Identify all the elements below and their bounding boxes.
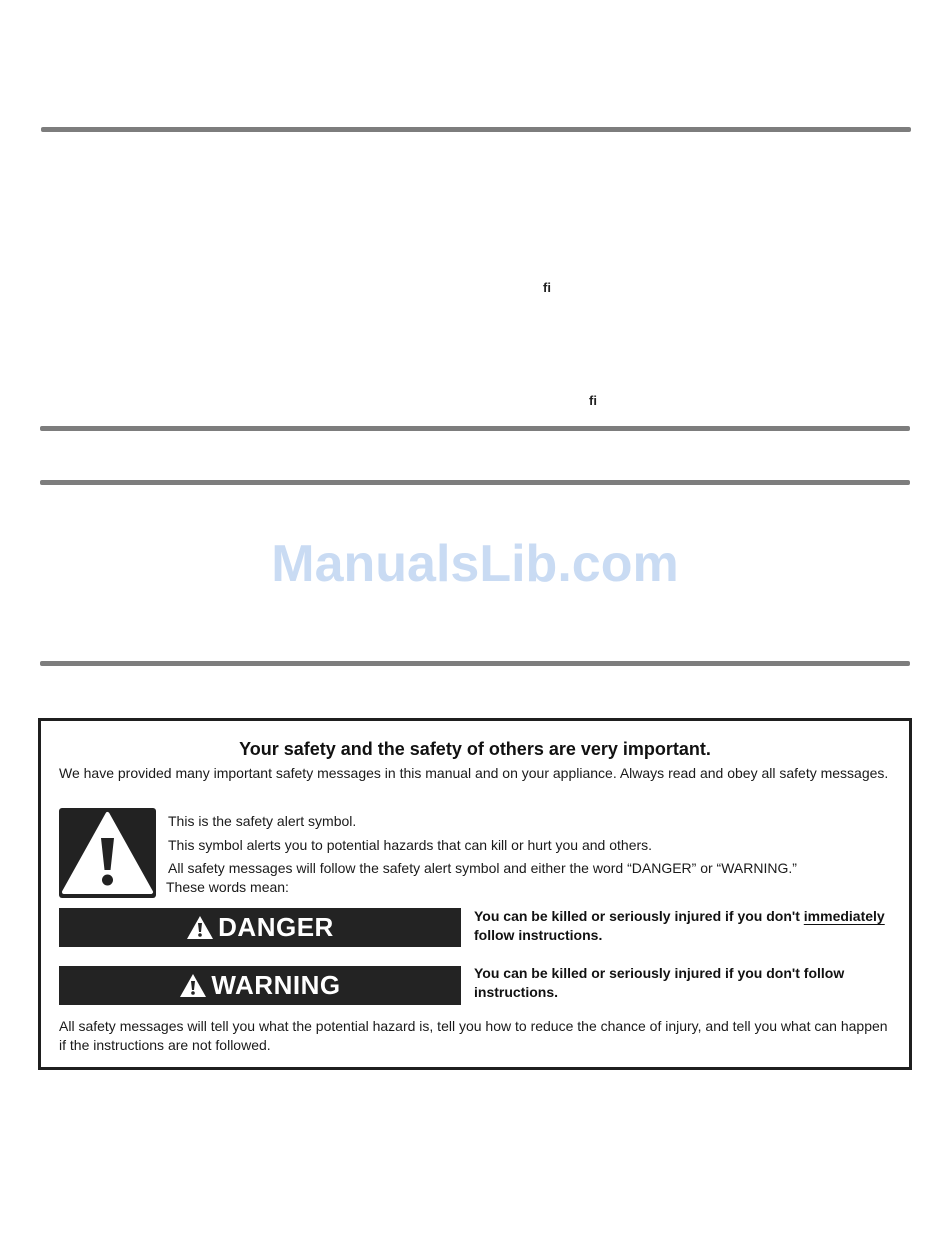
danger-description — [474, 907, 904, 945]
danger-desc-part1: You can be killed or seriously injured if you don't — [474, 908, 804, 924]
warning-description: You can be killed or seriously injured if you don't follow instructions. — [474, 965, 845, 1000]
safety-title: Your safety and the safety of others are very important. — [239, 739, 711, 759]
safety-footer: All safety messages will tell you what the potential hazard is, tell you how to reduce the chance of injury, and tell you what can happen if the instructions are not followed. — [59, 1018, 888, 1053]
safety-notice-box — [38, 718, 912, 1070]
warning-label: WARNING — [211, 970, 341, 1000]
warning-bar — [59, 966, 461, 1005]
symbol-line-4: These words mean: — [166, 879, 289, 895]
danger-bar — [59, 908, 461, 947]
danger-desc-part2: follow instructions. — [474, 927, 603, 943]
watermark: ManualsLib.com — [271, 535, 679, 593]
danger-desc-emphasis: immediately — [803, 908, 885, 924]
section-rule-2 — [40, 426, 910, 431]
symbol-line-2: This symbol alerts you to potential hazards that can kill or hurt you and others. — [168, 837, 653, 853]
section-rule-1 — [41, 127, 911, 132]
text-fragment-2: fi — [589, 393, 597, 408]
danger-alert-icon — [186, 915, 214, 940]
text-fragment-1: fi — [543, 280, 551, 295]
section-rule-4 — [40, 661, 910, 666]
warning-alert-icon — [179, 973, 207, 998]
danger-label: DANGER — [218, 912, 334, 942]
symbol-line-3: All safety messages will follow the safety alert symbol and either the word “DANGER” or “WARNING.” — [168, 860, 797, 876]
symbol-line-1: This is the safety alert symbol. — [168, 813, 357, 829]
safety-alert-triangle-icon — [59, 808, 156, 898]
safety-intro: We have provided many important safety messages in this manual and on your appliance. Always read and obey all safety messages. — [59, 765, 889, 781]
section-rule-3 — [40, 480, 910, 485]
